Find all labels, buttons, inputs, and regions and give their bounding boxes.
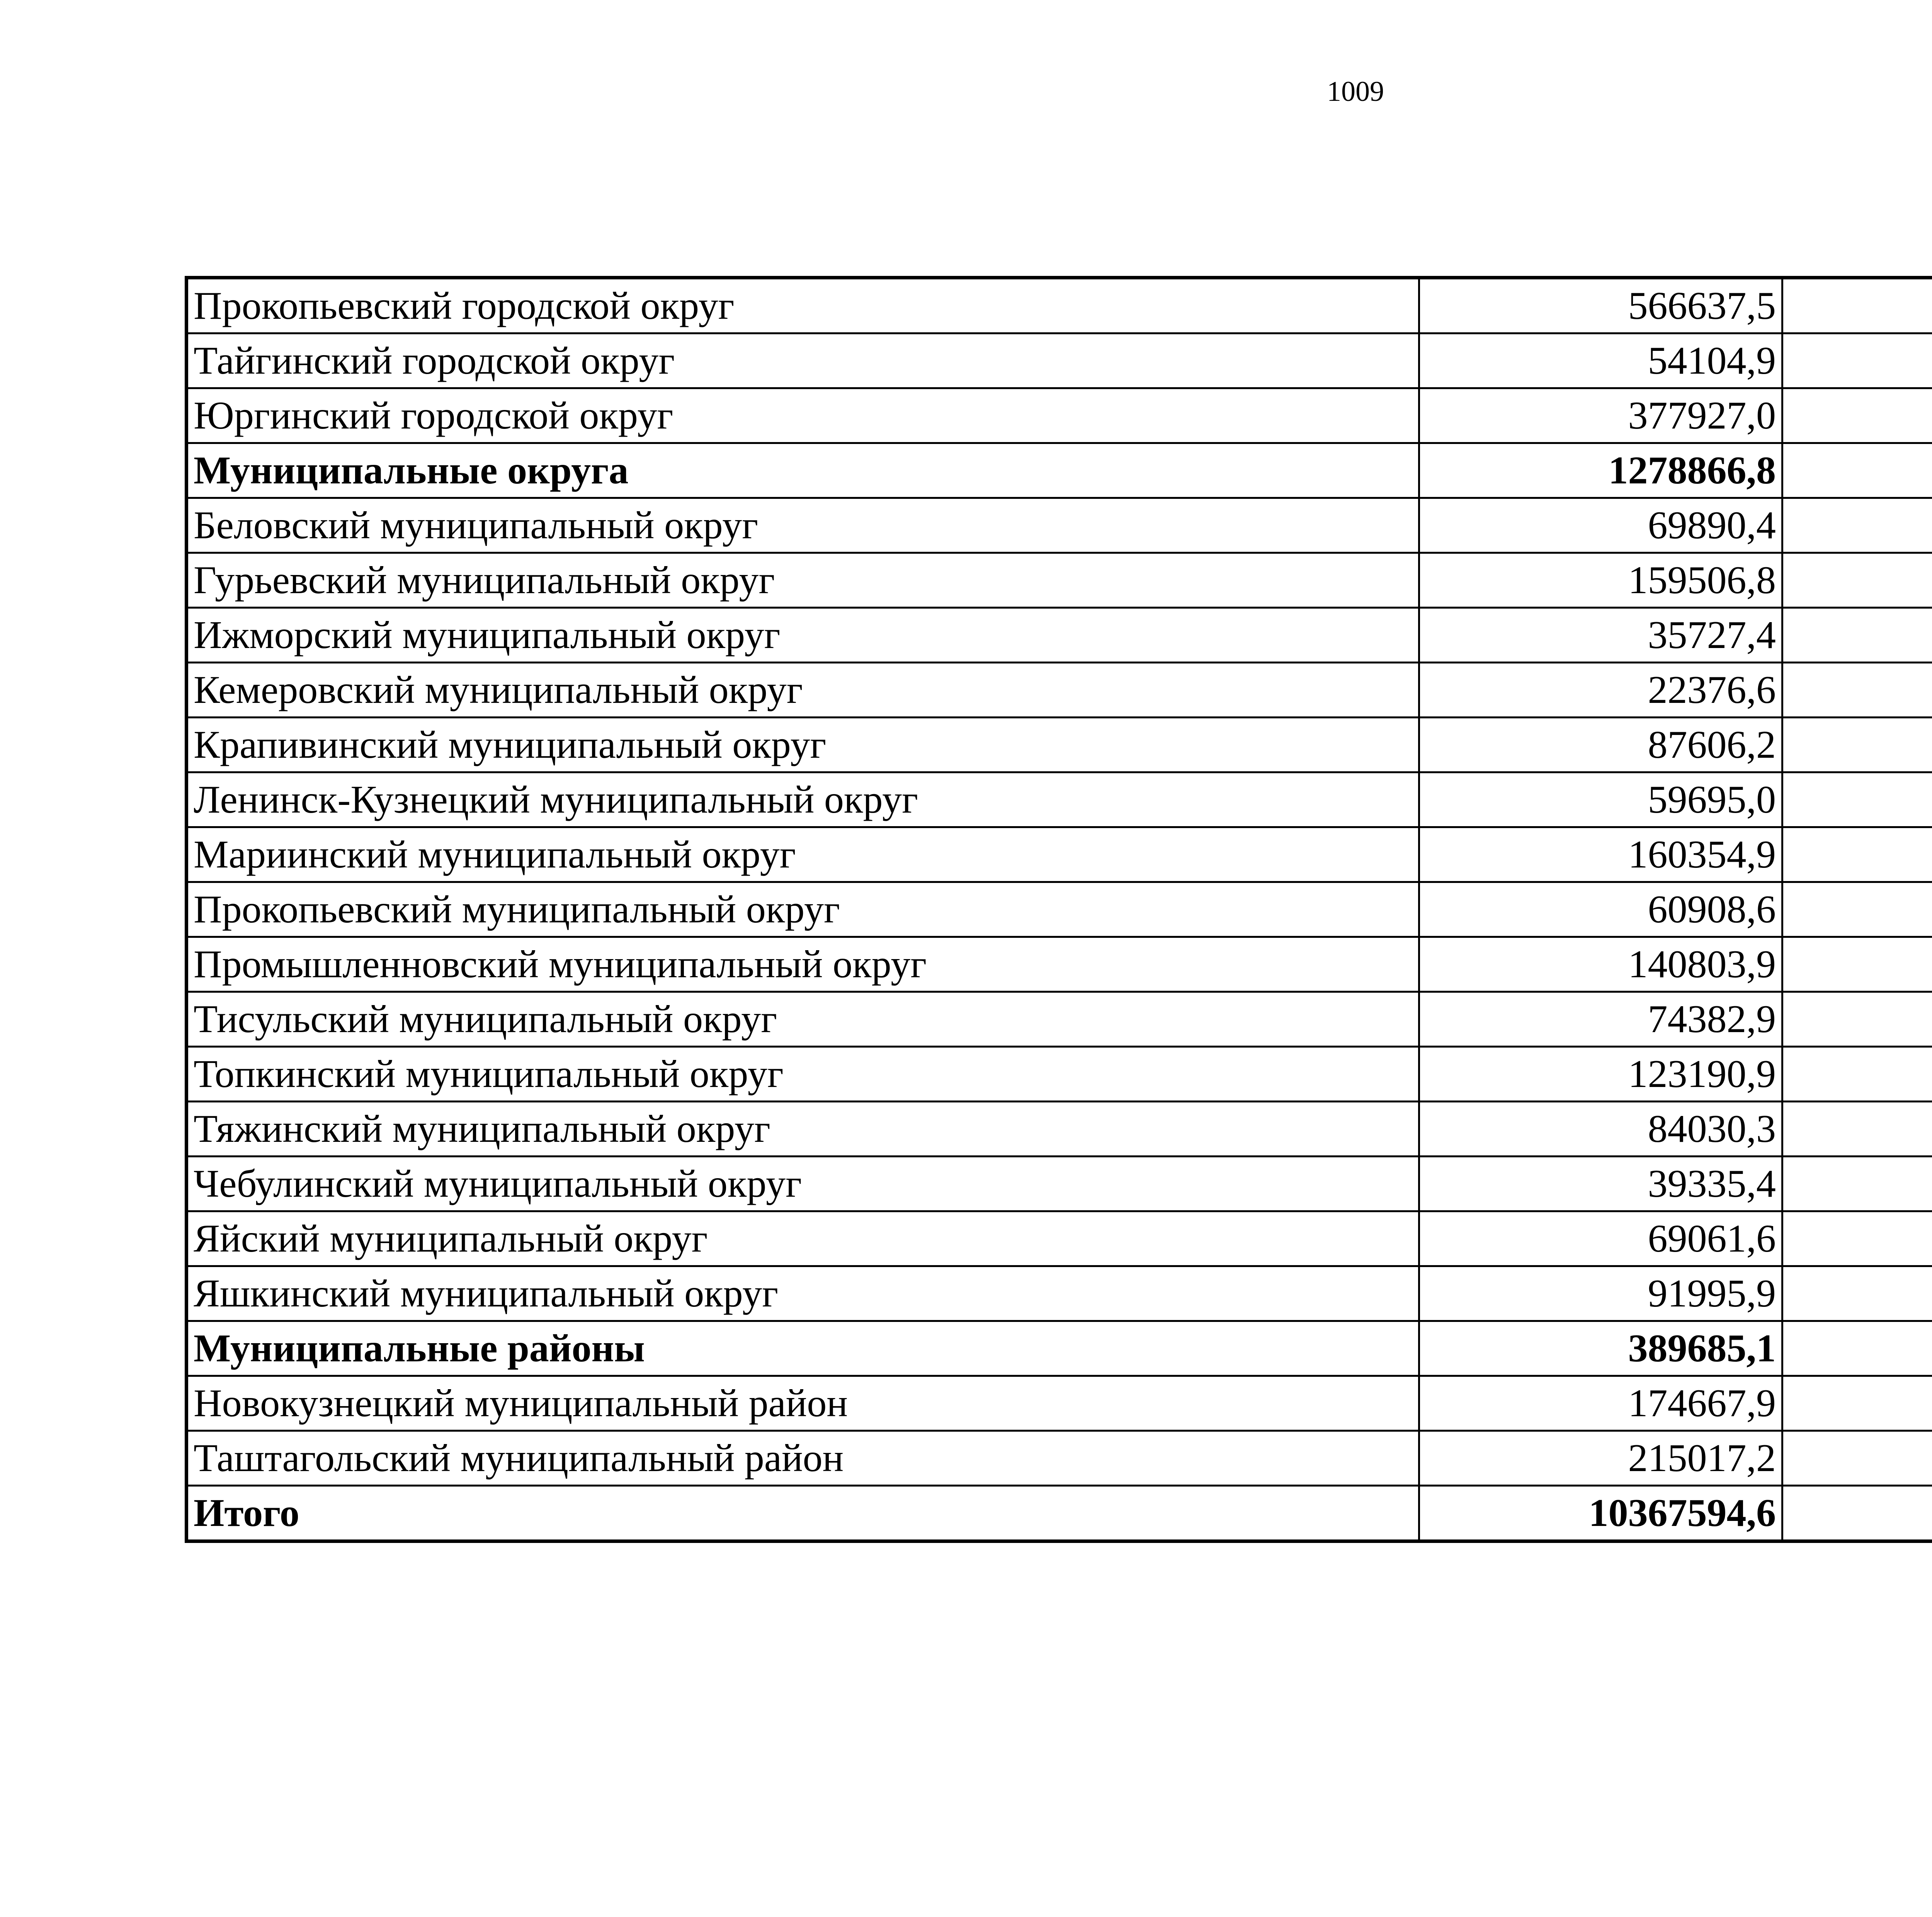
value-cell-2 [1782, 1431, 1932, 1486]
value-cell-1: 35727,4 [1419, 608, 1782, 663]
value-cell-1: 69061,6 [1419, 1211, 1782, 1266]
budget-table [185, 276, 1932, 1543]
row-name-cell: Беловский муниципальный округ [187, 498, 1419, 553]
value-cell-1: 87606,2 [1419, 718, 1782, 772]
table-row-total [187, 1486, 1932, 1541]
value-cell-1: 140803,9 [1419, 937, 1782, 992]
row-name-cell: Муниципальные округа [187, 443, 1419, 498]
table-row [187, 992, 1932, 1047]
value-cell-1: 39335,4 [1419, 1157, 1782, 1211]
value-cell-1: 22376,6 [1419, 663, 1782, 718]
row-name-cell: Гурьевский муниципальный округ [187, 553, 1419, 608]
value-cell-2 [1782, 992, 1932, 1047]
value-cell-2 [1782, 1211, 1932, 1266]
row-name-cell: Ижморский муниципальный округ [187, 608, 1419, 663]
row-name-cell: Яйский муниципальный округ [187, 1211, 1419, 1266]
table-row [187, 1157, 1932, 1211]
value-cell-2 [1782, 1157, 1932, 1211]
value-cell-2 [1782, 388, 1932, 443]
value-cell-1: 174667,9 [1419, 1376, 1782, 1431]
table-row [187, 553, 1932, 608]
table-row [187, 937, 1932, 992]
value-cell-1: 69890,4 [1419, 498, 1782, 553]
table-row-total [187, 443, 1932, 498]
table-row [187, 1376, 1932, 1431]
value-cell-1: 10367594,6 [1419, 1486, 1782, 1541]
value-cell-2 [1782, 278, 1932, 333]
table-row [187, 1431, 1932, 1486]
value-cell-2 [1782, 718, 1932, 772]
table-row [187, 827, 1932, 882]
value-cell-2 [1782, 1376, 1932, 1431]
value-cell-1: 377927,0 [1419, 388, 1782, 443]
table-row [187, 718, 1932, 772]
row-name-cell: Промышленновский муниципальный округ [187, 937, 1419, 992]
row-name-cell: Ленинск-Кузнецкий муниципальный округ [187, 772, 1419, 827]
value-cell-2 [1782, 1102, 1932, 1157]
row-name-cell: Тисульский муниципальный округ [187, 992, 1419, 1047]
table-row [187, 1047, 1932, 1102]
row-name-cell: Юргинский городской округ [187, 388, 1419, 443]
row-name-cell: Кемеровский муниципальный округ [187, 663, 1419, 718]
value-cell-2 [1782, 882, 1932, 937]
value-cell-1: 54104,9 [1419, 333, 1782, 388]
value-cell-2 [1782, 608, 1932, 663]
row-name-cell: Новокузнецкий муниципальный район [187, 1376, 1419, 1431]
value-cell-2 [1782, 827, 1932, 882]
value-cell-1: 123190,9 [1419, 1047, 1782, 1102]
value-cell-1: 60908,6 [1419, 882, 1782, 937]
value-cell-2 [1782, 1266, 1932, 1321]
row-name-cell: Прокопьевский городской округ [187, 278, 1419, 333]
row-name-cell: Топкинский муниципальный округ [187, 1047, 1419, 1102]
value-cell-1: 74382,9 [1419, 992, 1782, 1047]
value-cell-2 [1782, 1486, 1932, 1541]
table-row [187, 1266, 1932, 1321]
value-cell-2 [1782, 498, 1932, 553]
value-cell-2 [1782, 443, 1932, 498]
value-cell-1: 159506,8 [1419, 553, 1782, 608]
value-cell-1: 566637,5 [1419, 278, 1782, 333]
value-cell-2 [1782, 333, 1932, 388]
table-row [187, 882, 1932, 937]
value-cell-2 [1782, 1321, 1932, 1376]
value-cell-1: 160354,9 [1419, 827, 1782, 882]
row-name-cell: Тяжинский муниципальный округ [187, 1102, 1419, 1157]
row-name-cell: Крапивинский муниципальный округ [187, 718, 1419, 772]
value-cell-2 [1782, 1047, 1932, 1102]
row-name-cell: Муниципальные районы [187, 1321, 1419, 1376]
value-cell-2 [1782, 937, 1932, 992]
table-row [187, 333, 1932, 388]
row-name-cell: Прокопьевский муниципальный округ [187, 882, 1419, 937]
table-row [187, 772, 1932, 827]
table-row [187, 278, 1932, 333]
value-cell-1: 84030,3 [1419, 1102, 1782, 1157]
row-name-cell: Яшкинский муниципальный округ [187, 1266, 1419, 1321]
table-row [187, 388, 1932, 443]
table-row [187, 663, 1932, 718]
row-name-cell: Мариинский муниципальный округ [187, 827, 1419, 882]
value-cell-2 [1782, 663, 1932, 718]
table-row [187, 1211, 1932, 1266]
table-row [187, 1102, 1932, 1157]
value-cell-1: 59695,0 [1419, 772, 1782, 827]
row-name-cell: Тайгинский городской округ [187, 333, 1419, 388]
value-cell-1: 215017,2 [1419, 1431, 1782, 1486]
table-row-total [187, 1321, 1932, 1376]
value-cell-2 [1782, 772, 1932, 827]
table-row [187, 498, 1932, 553]
table-row [187, 608, 1932, 663]
row-name-cell: Таштагольский муниципальный район [187, 1431, 1419, 1486]
page-number: 1009 [1327, 76, 1384, 107]
table-body [187, 278, 1932, 1541]
value-cell-1: 389685,1 [1419, 1321, 1782, 1376]
row-name-cell: Итого [187, 1486, 1419, 1541]
value-cell-1: 91995,9 [1419, 1266, 1782, 1321]
value-cell-1: 1278866,8 [1419, 443, 1782, 498]
value-cell-2 [1782, 553, 1932, 608]
row-name-cell: Чебулинский муниципальный округ [187, 1157, 1419, 1211]
